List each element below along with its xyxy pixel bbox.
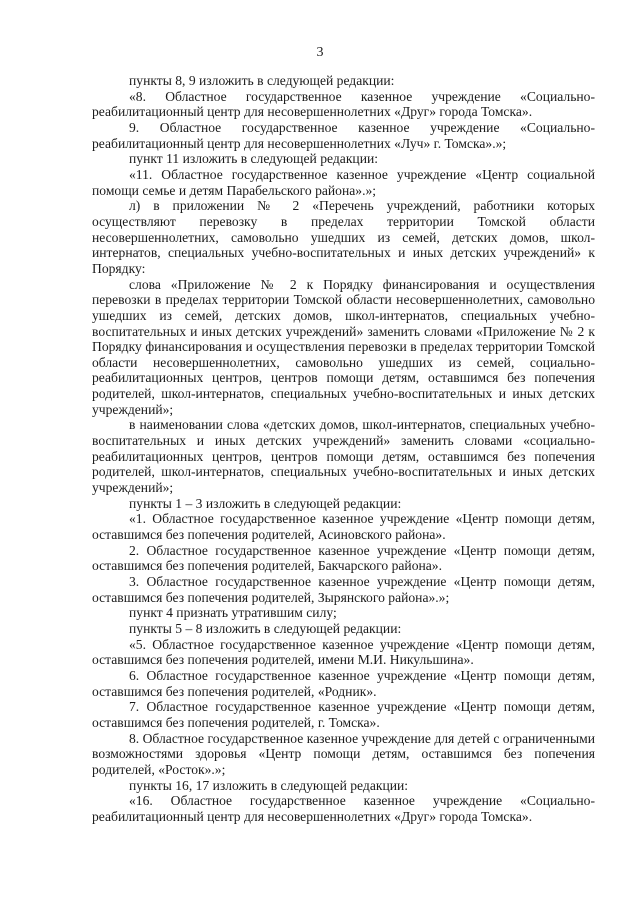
page-number: 3 xyxy=(316,45,324,60)
document-body xyxy=(92,73,595,825)
paragraph: 7. Областное государственное казенное учреждение «Центр помощи детям, оставшимся без попечения родителей, г. Томска». xyxy=(92,699,595,730)
paragraph: пункт 11 изложить в следующей редакции: xyxy=(129,151,379,167)
paragraph: пункт 4 признать утратившим силу; xyxy=(129,605,337,621)
paragraph: пункты 16, 17 изложить в следующей редакции: xyxy=(129,777,409,793)
paragraph: «16. Областное государственное казенное учреждение «Социально-реабилитационный центр для несовершеннолетних «Друг» города Томска». xyxy=(92,793,595,824)
paragraph: 9. Областное государственное казенное учреждение «Социально-реабилитационный центр для несовершеннолетних «Луч» г. Томска».»; xyxy=(92,119,595,151)
paragraph: пункты 1 – 3 изложить в следующей редакции: xyxy=(129,495,402,511)
paragraph: 2. Областное государственное казенное учреждение «Центр помощи детям, оставшимся без попечения родителей, Бакчарского района». xyxy=(92,542,595,574)
paragraph: «1. Областное государственное казенное учреждение «Центр помощи детям, оставшимся без попечения родителей, Асиновского района». xyxy=(92,511,595,543)
paragraph: «11. Областное государственное казенное учреждение «Центр социальной помощи семье и детям Парабельского района».»; xyxy=(92,166,595,198)
paragraph: слова «Приложение № 2 к Порядку финансирования и осуществления перевозки в пределах территории Томской области несовершеннолетних, самовольно ушедших из семей, детских домов, школ-интернатов, специальных учебно-воспитательных и иных детских учреждений» заменить словами «Приложение № 2 к Порядку финансирования и осуществления перевозки в пределах территории Томской области несовершеннолетних, самовольно ушедших из семей, социально-реабилитационных центров, центров помощи детям, оставшимся без попечения родителей, школ-интернатов, специальных учебно-воспитательных и иных детских учреждений»; xyxy=(92,276,595,417)
paragraph: пункты 8, 9 изложить в следующей редакции: xyxy=(129,73,395,88)
paragraph: «5. Областное государственное казенное учреждение «Центр помощи детям, оставшимся без попечения родителей, имени М.И. Никульшина». xyxy=(92,636,595,668)
paragraph: в наименовании слова «детских домов, школ-интернатов, специальных учебно-воспитательных и иных детских учреждений» заменить словами «социально-реабилитационных центров, центров помощи детям, оставшимся без попечения родителей, школ-интернатов, специальных учебно-воспитательных и иных детских учреждений»; xyxy=(92,417,595,496)
paragraph: 6. Областное государственное казенное учреждение «Центр помощи детям, оставшимся без попечения родителей, «Родник». xyxy=(92,667,595,699)
paragraph: пункты 5 – 8 изложить в следующей редакции: xyxy=(129,620,402,636)
paragraph: л) в приложении № 2 «Перечень учреждений, работники которых осуществляют перевозку в пределах территории Томской области несовершеннолетних, самовольно ушедших из семей, детских домов, школ-интернатов, специальных учебно-воспитательных и иных детских учреждений» к Порядку: xyxy=(92,198,595,276)
paragraph: «8. Областное государственное казенное учреждение «Социально-реабилитационный центр для несовершеннолетних «Друг» города Томска». xyxy=(92,88,595,120)
paragraph: 3. Областное государственное казенное учреждение «Центр помощи детям, оставшимся без попечения родителей, Зырянского района».»; xyxy=(92,574,595,605)
paragraph: 8. Областное государственное казенное учреждение для детей с ограниченными возможностями здоровья «Центр помощи детям, оставшимся без попечения родителей, «Росток».»; xyxy=(92,730,595,777)
